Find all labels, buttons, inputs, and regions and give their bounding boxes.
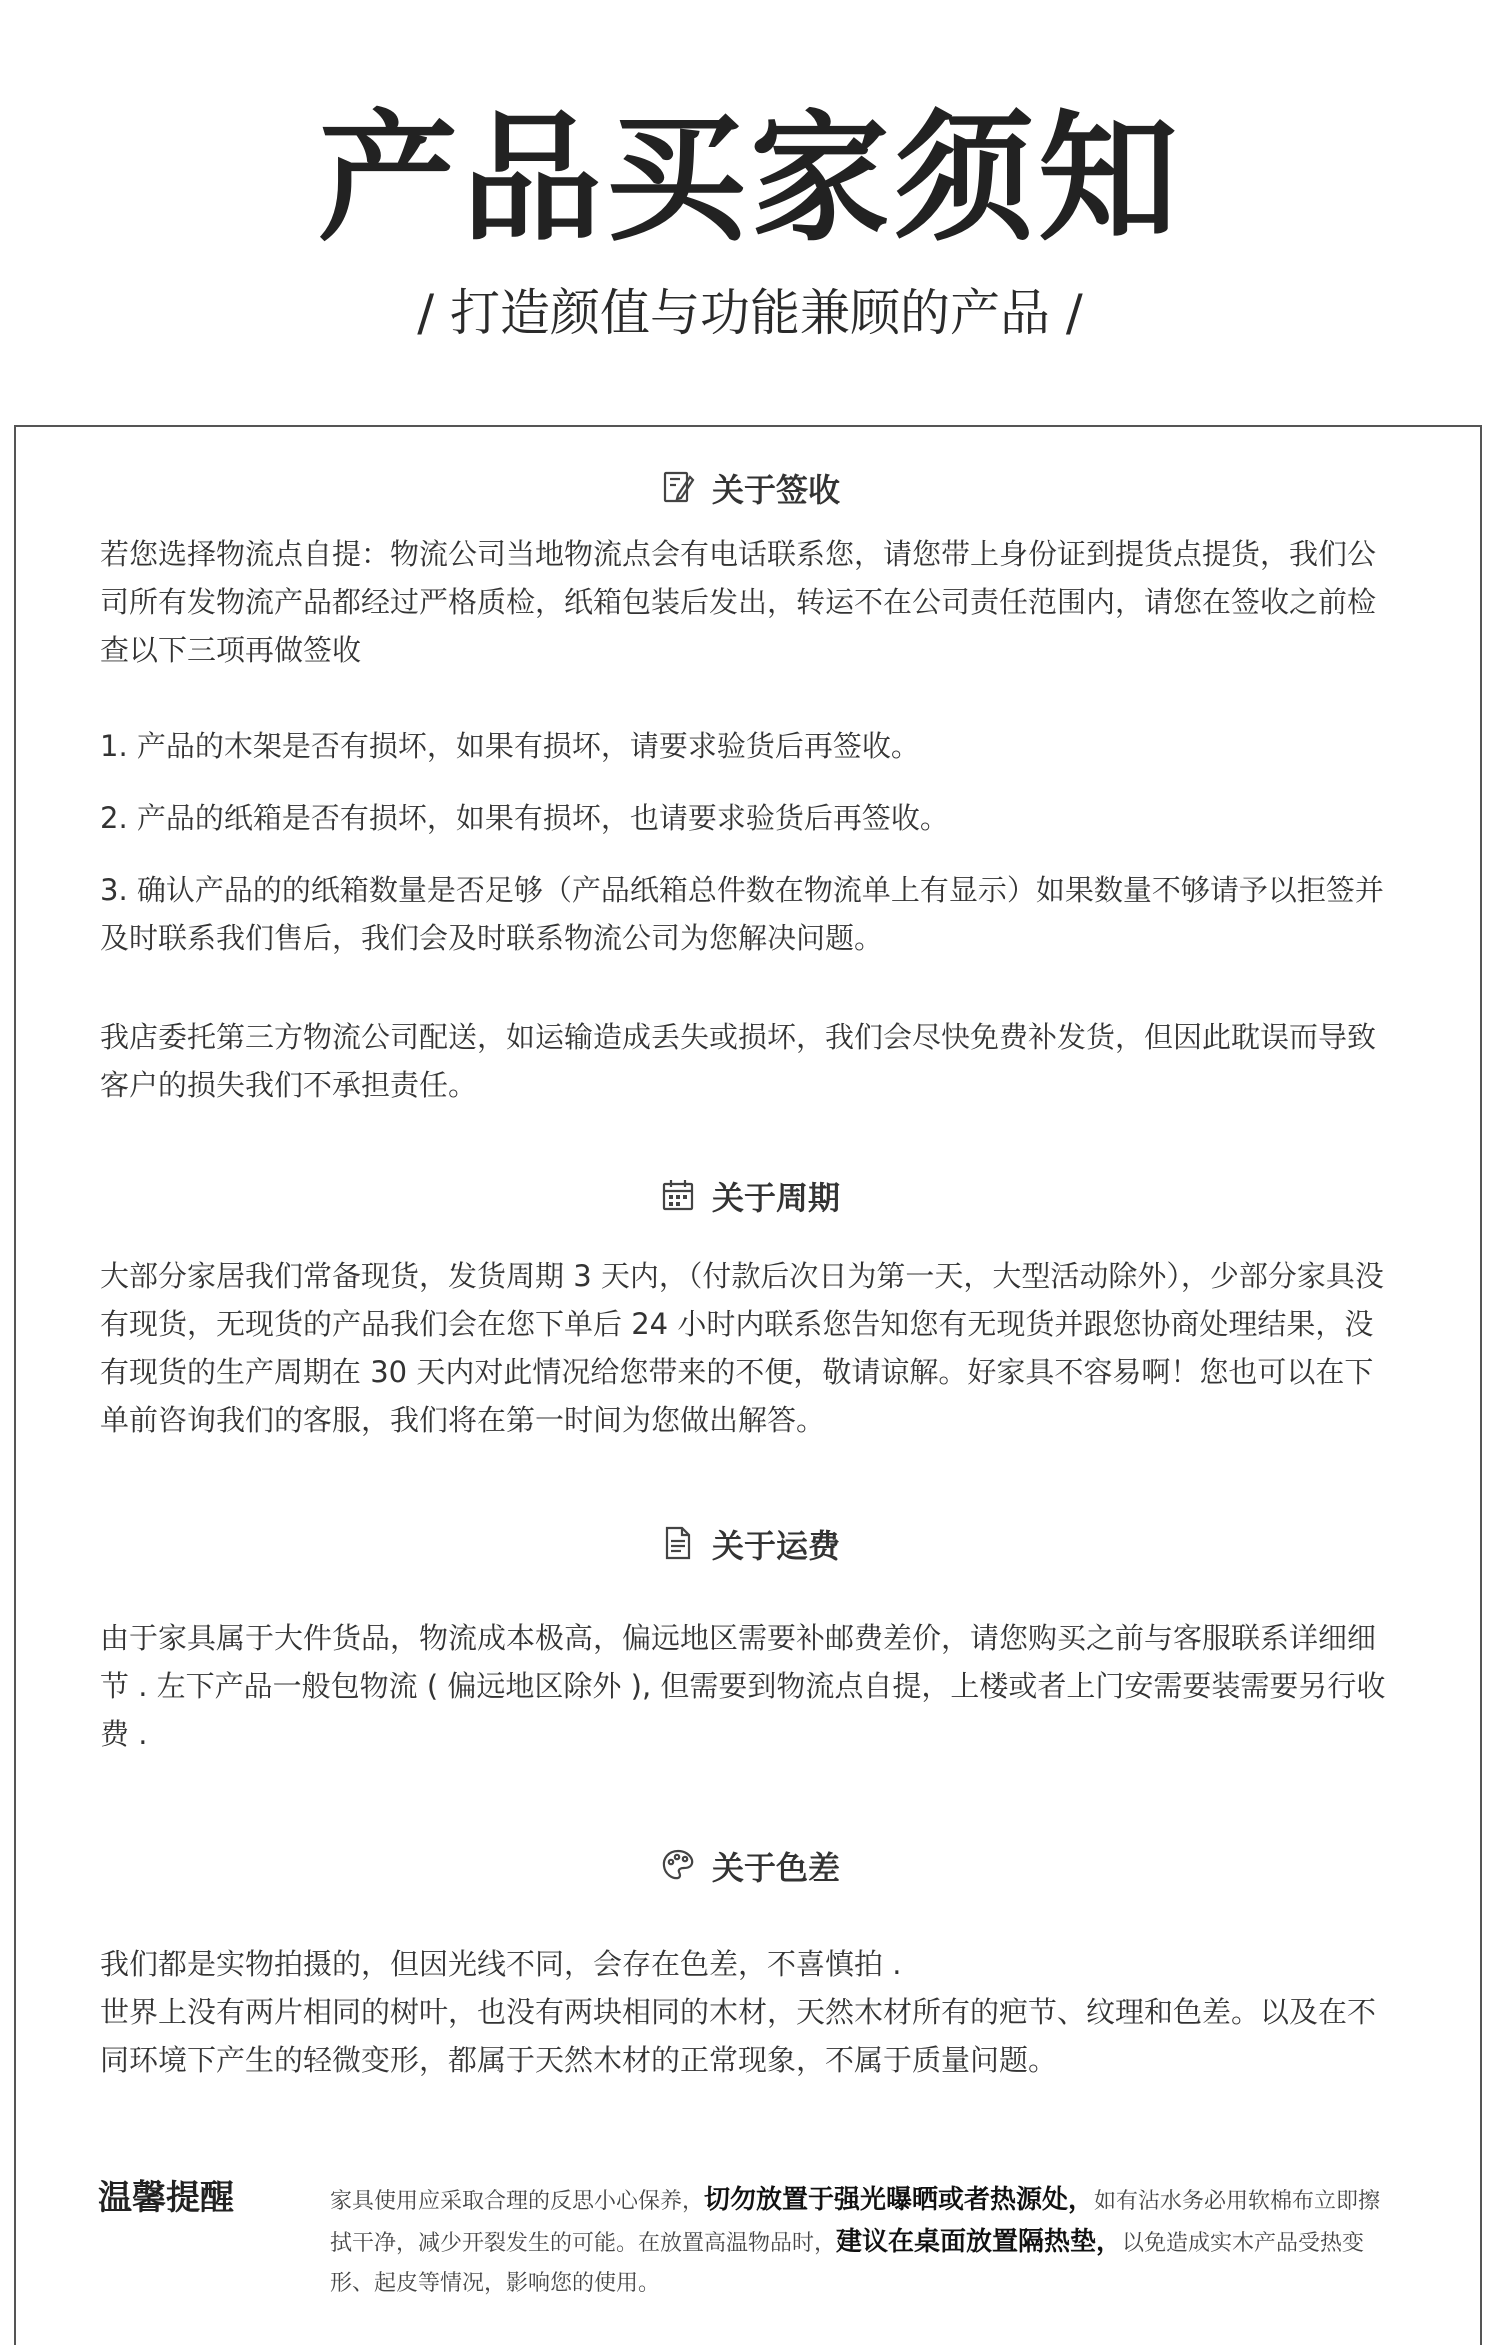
cycle-body: 大部分家居我们常备现货，发货周期 3 天内，（付款后次日为第一天，大型活动除外），少部分家具没有现货，无现货的产品我们会在您下单后 24 小时内联系您告知您有无现货并跟您协商处理结果，没有现货的生产周期在 30 天内对此情况给您带来的不便，敬请谅解。好家具不容易啊！您也可以在下单前咨询我们的客服，我们将在第一时间为您做出解答。 bbox=[100, 1259, 1384, 1437]
reminder-title: 温馨提醒 bbox=[98, 2178, 234, 2218]
reminder-bold-1: 切勿放置于强光曝晒或者热源处， bbox=[704, 2185, 1095, 2215]
reminder-text-2: 如有沾水务必用软棉布立即擦拭干净，减少开裂发生的可能。在放置高温物品时， bbox=[330, 2189, 1381, 2256]
shipping-body: 由于家具属于大件货品，物流成本极高，偏远地区需要补邮费差价，请您购买之前与客服联系详细细节 . 左下产品一般包物流 ( 偏远地区除外 ), 但需要到物流点自提，上楼或者上门安需要装需要另行收费 . bbox=[100, 1621, 1386, 1751]
reminder-text-1: 家具使用应采取合理的反思小心保养， bbox=[330, 2189, 705, 2214]
signing-item-1: 1. 产品的木架是否有损坏，如果有损坏，请要求验货后再签收。 bbox=[100, 729, 920, 763]
calendar-icon bbox=[660, 1177, 696, 1213]
section-heading-label: 关于色差 bbox=[711, 1849, 840, 1887]
signing-item-3: 3. 确认产品的的纸箱数量是否足够（产品纸箱总件数在物流单上有显示）如果数量不够请予以拒签并及时联系我们售后，我们会及时联系物流公司为您解决问题。 bbox=[100, 873, 1384, 955]
page-title: 产品买家须知 bbox=[317, 98, 1182, 261]
document-edit-icon bbox=[660, 469, 696, 505]
section-heading-cycle bbox=[0, 1176, 1500, 1218]
signing-intro: 若您选择物流点自提：物流公司当地物流点会有电话联系您，请您带上身份证到提货点提货，我们公司所有发物流产品都经过严格质检，纸箱包装后发出，转运不在公司责任范围内，请您在签收之前检查以下三项再做签收 bbox=[100, 537, 1377, 667]
section-heading-label: 关于周期 bbox=[711, 1179, 840, 1217]
section-heading-label: 关于运费 bbox=[711, 1527, 840, 1565]
section-heading-label: 关于签收 bbox=[711, 471, 840, 509]
reminder-text-3: 以免造成实木产品受热变形、起皮等情况，影响您的使用。 bbox=[330, 2231, 1365, 2296]
page-subtitle: / 打造颜值与功能兼顾的产品 / bbox=[417, 284, 1083, 342]
color-body bbox=[100, 1940, 1400, 2084]
document-icon bbox=[660, 1525, 696, 1561]
signing-item-2: 2. 产品的纸箱是否有损坏，如果有损坏，也请要求验货后再签收。 bbox=[100, 801, 949, 835]
color-palette-icon bbox=[660, 1847, 696, 1883]
signing-closing: 我店委托第三方物流公司配送，如运输造成丢失或损坏，我们会尽快免费补发货，但因此耽误而导致客户的损失我们不承担责任。 bbox=[100, 1020, 1377, 1102]
reminder-bold-2: 建议在桌面放置隔热垫， bbox=[836, 2227, 1123, 2257]
section-heading-color bbox=[0, 1846, 1500, 1888]
color-body-text: 我们都是实物拍摄的，但因光线不同，会存在色差，不喜慎拍 . 世界上没有两片相同的树叶，也没有两块相同的木材，天然木材所有的疤节、纹理和色差。以及在不同环境下产生的轻微变形，都属于天然木材的正常现象，不属于质量问题。 bbox=[100, 1947, 1377, 2077]
section-heading-shipping bbox=[0, 1524, 1500, 1566]
reminder-body bbox=[330, 2180, 1400, 2304]
section-heading-signing bbox=[0, 468, 1500, 510]
